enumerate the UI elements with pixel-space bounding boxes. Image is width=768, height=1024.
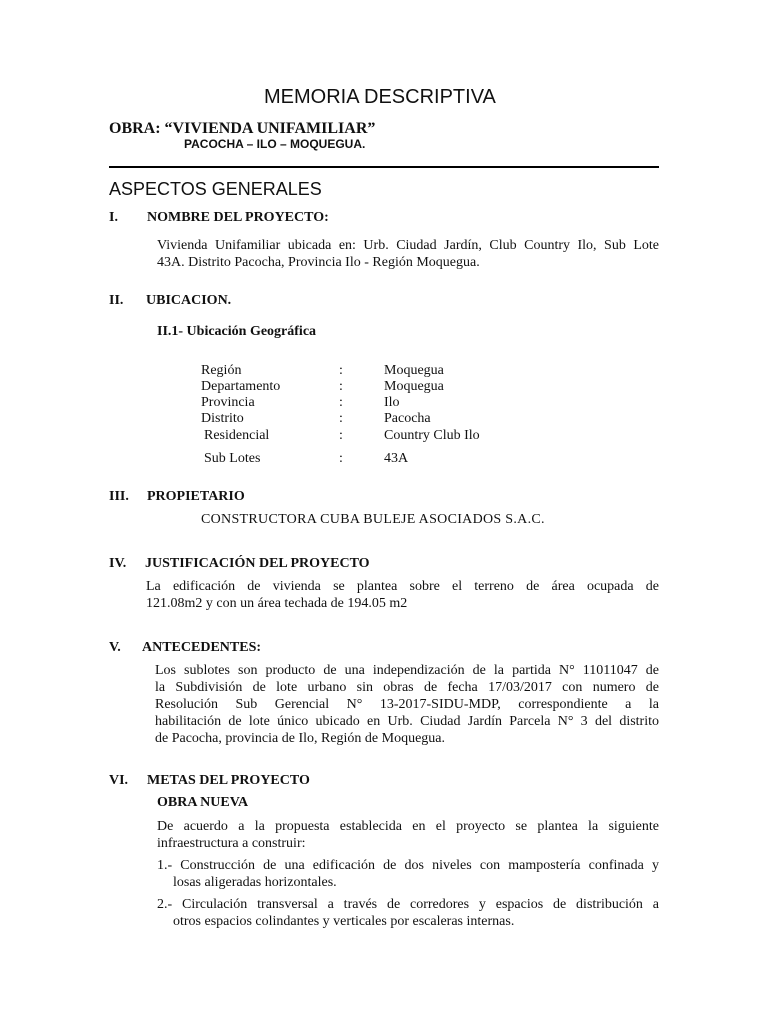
goal-item-2-line: otros espacios colindantes y verticales por escaleras internas. — [173, 914, 515, 929]
section-1-line: 43A. Distrito Pacocha, Provincia Ilo - Región Moquegua. — [157, 255, 480, 270]
section-1-title: NOMBRE DEL PROYECTO: — [147, 210, 329, 225]
location-separator: : — [339, 363, 343, 378]
goal-item-2 — [157, 896, 659, 930]
section-5-line: Los sublotes son producto de una independización de la partida N° 11011047 de — [155, 663, 659, 678]
location-label: Provincia — [201, 395, 255, 410]
section-5-text — [155, 662, 659, 747]
section-6-number: VI. — [109, 773, 129, 788]
location-value: 43A — [384, 451, 409, 466]
section-5-title: ANTECEDENTES: — [142, 640, 262, 655]
section-2-subtitle: II.1- Ubicación Geográfica — [157, 324, 317, 339]
section-4-text — [146, 578, 659, 612]
section-5-line: Resolución Sub Gerencial N° 13-2017-SIDU-MDP, correspondiente a la — [155, 697, 659, 712]
location-separator: : — [339, 379, 343, 394]
location-label: Residencial — [204, 428, 270, 443]
location-label: Sub Lotes — [204, 451, 261, 466]
location-label: Región — [201, 363, 242, 378]
location-separator: : — [339, 428, 343, 443]
section-2-title: UBICACION. — [146, 293, 232, 308]
obra-label: OBRA: “VIVIENDA UNIFAMILIAR” — [109, 120, 376, 137]
section-6-subtitle: OBRA NUEVA — [157, 795, 249, 810]
location-separator: : — [339, 451, 343, 466]
section-5-number: V. — [109, 640, 121, 655]
section-1-line: Vivienda Unifamiliar ubicada en: Urb. Ciudad Jardín, Club Country Ilo, Sub Lote — [157, 238, 659, 253]
location-label: Departamento — [201, 379, 281, 394]
location-label: Distrito — [201, 411, 244, 426]
section-1-number: I. — [109, 210, 118, 225]
section-5-line: la Subdivisión de lote urbano sin obras de fecha 17/03/2017 con numero de — [155, 680, 659, 695]
section-5-line: de Pacocha, provincia de Ilo, Región de Moquegua. — [155, 731, 446, 746]
location-separator: : — [339, 395, 343, 410]
aspects-heading: ASPECTOS GENERALES — [109, 179, 322, 199]
section-4-number: IV. — [109, 556, 127, 571]
location-value: Country Club Ilo — [384, 428, 480, 443]
obra-location: PACOCHA – ILO – MOQUEGUA. — [184, 137, 366, 151]
location-value: Pacocha — [384, 411, 431, 426]
section-6-title: METAS DEL PROYECTO — [147, 773, 310, 788]
location-value: Moquegua — [384, 363, 444, 378]
section-3-number: III. — [109, 489, 129, 504]
goal-item-2-line: 2.- Circulación transversal a través de corredores y espacios de distribución a — [157, 897, 659, 912]
section-5-line: habilitación de lote único ubicado en Urb. Ciudad Jardín Parcela N° 3 del distrito — [155, 714, 659, 729]
section-4-title: JUSTIFICACIÓN DEL PROYECTO — [145, 556, 370, 571]
location-value: Ilo — [384, 395, 400, 410]
section-6-intro-line: infraestructura a construir: — [157, 836, 306, 851]
goal-item-1 — [157, 857, 659, 891]
section-3-title: PROPIETARIO — [147, 489, 245, 504]
goal-item-1-line: 1.- Construcción de una edificación de dos niveles con mampostería confinada y — [157, 858, 659, 873]
section-6-intro — [157, 818, 659, 852]
section-4-line: 121.08m2 y con un área techada de 194.05 m2 — [146, 596, 408, 611]
document-title: MEMORIA DESCRIPTIVA — [264, 86, 496, 108]
location-value: Moquegua — [384, 379, 444, 394]
owner-name: CONSTRUCTORA CUBA BULEJE ASOCIADOS S.A.C. — [201, 512, 545, 527]
section-1-text — [157, 237, 659, 271]
section-6-intro-line: De acuerdo a la propuesta establecida en el proyecto se plantea la siguiente — [157, 819, 659, 834]
header-divider — [109, 166, 659, 168]
goal-item-1-line: losas aligeradas horizontales. — [173, 875, 337, 890]
section-2-number: II. — [109, 293, 124, 308]
section-4-line: La edificación de vivienda se plantea sobre el terreno de área ocupada de — [146, 579, 659, 594]
location-separator: : — [339, 411, 343, 426]
